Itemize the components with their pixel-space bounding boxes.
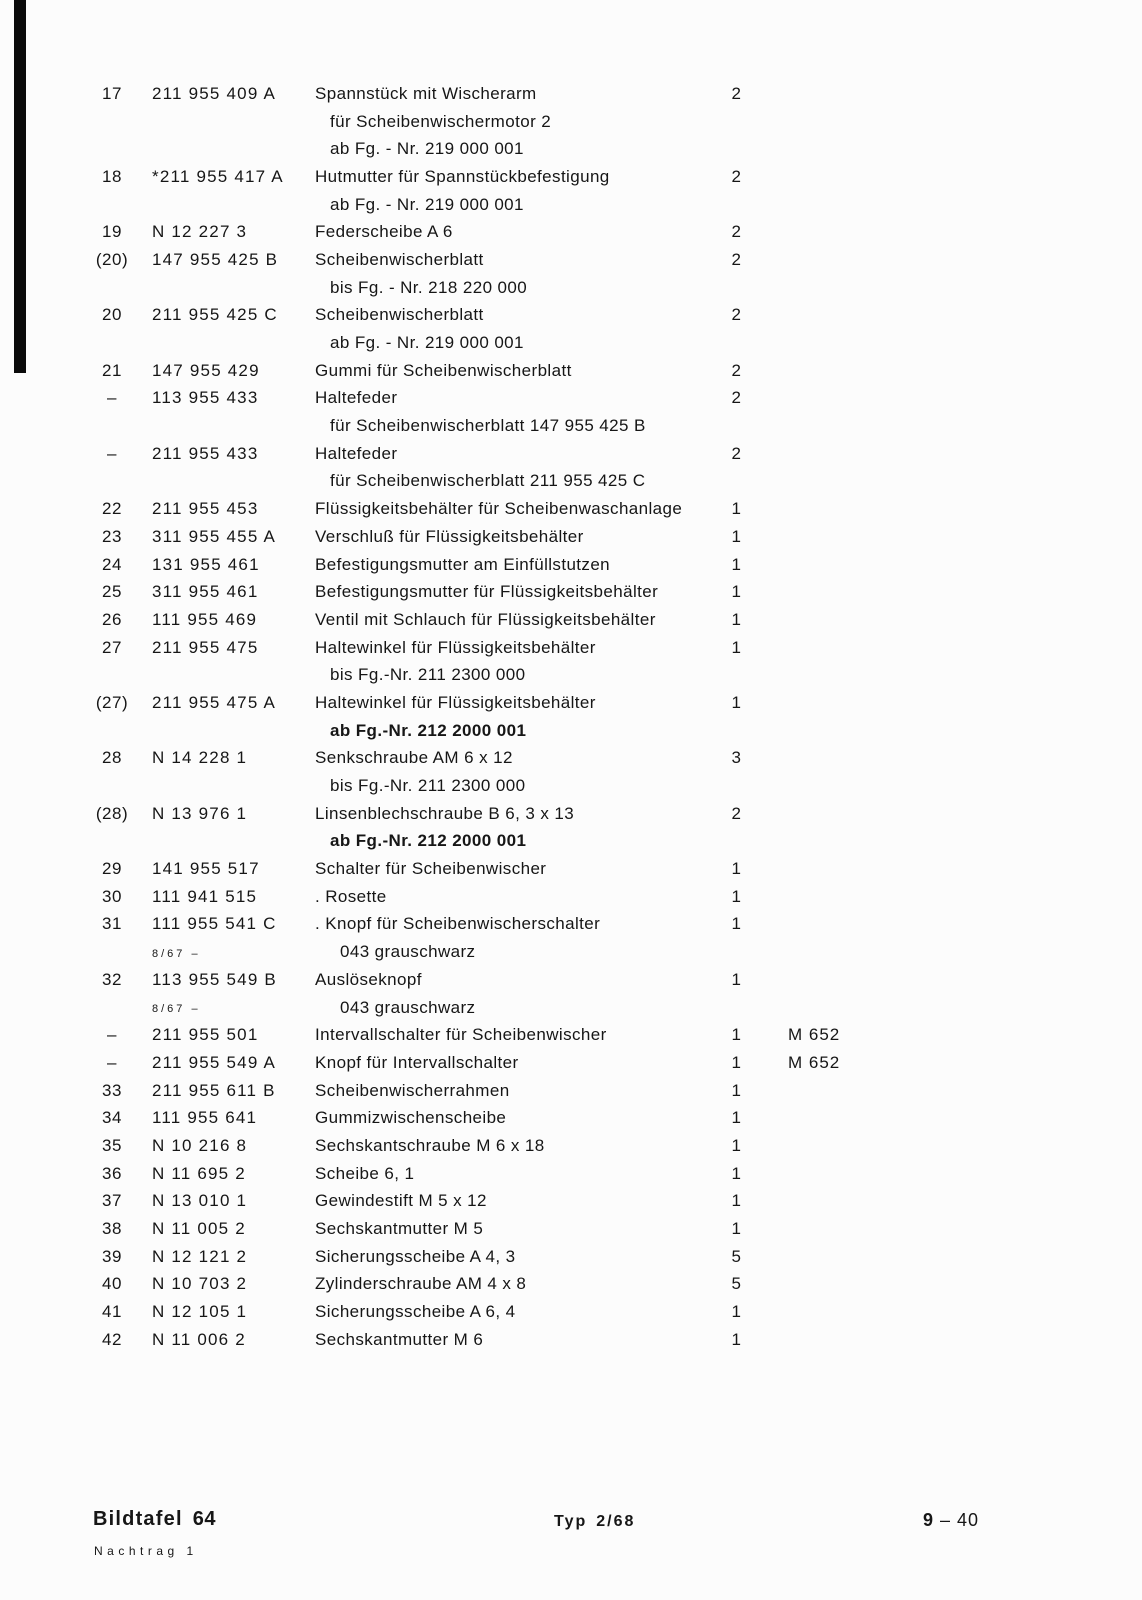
row-description: Zylinderschraube AM 4 x 8 [315,1274,527,1294]
row-remark: M 652 [788,1025,841,1045]
row-position: 29 [102,859,122,879]
row-description: Knopf für Intervallschalter [315,1052,519,1072]
row-part-number: 8/67 – [152,1003,201,1016]
row-quantity: 2 [731,222,741,242]
table-row [84,163,1142,191]
row-part-number: N 12 121 2 [152,1246,248,1266]
row-quantity: 5 [731,1246,741,1266]
table-row [84,329,1142,357]
row-position: 31 [102,914,122,934]
table-row [84,302,1142,330]
row-position: 41 [102,1302,122,1322]
row-description: Sechskantmutter M 6 [315,1329,484,1349]
row-quantity: 1 [731,1108,741,1128]
row-quantity: 1 [731,1080,741,1100]
table-row [84,828,1142,856]
table-row [84,994,1142,1022]
row-quantity: 1 [731,554,741,574]
row-part-number: 8/67 – [152,947,201,960]
table-row [84,717,1142,745]
row-description: 043 grauschwarz [340,942,476,962]
row-description: Hutmutter für Spannstückbefestigung [315,166,610,186]
row-quantity: 1 [731,637,741,657]
table-row [84,495,1142,523]
table-row [84,1049,1142,1077]
table-row [84,855,1142,883]
row-part-number: 147 955 425 B [152,249,279,269]
row-description: Haltewinkel für Flüssigkeitsbehälter [315,637,596,657]
row-description: Befestigungsmutter am Einfüllstutzen [315,554,611,574]
row-part-number: 211 955 425 C [152,305,278,325]
row-position: 39 [102,1246,122,1266]
row-part-number: 111 955 541 C [152,914,277,934]
row-description: Haltewinkel für Flüssigkeitsbehälter [315,692,596,712]
row-quantity: 1 [731,886,741,906]
row-description: ab Fg. - Nr. 219 000 001 [330,139,524,159]
row-quantity: 1 [731,859,741,879]
table-row [84,1188,1142,1216]
page-rest: – 40 [940,1510,980,1530]
row-part-number: N 11 005 2 [152,1219,246,1239]
row-description: Gummi für Scheibenwischerblatt [315,360,572,380]
row-part-number: N 14 228 1 [152,748,248,768]
row-description: für Scheibenwischerblatt 211 955 425 C [330,471,646,491]
type-label: Typ [554,1513,588,1530]
row-quantity: 1 [731,969,741,989]
row-description: Scheibenwischerblatt [315,249,484,269]
row-position: 23 [102,526,122,546]
table-row [84,689,1142,717]
row-quantity: 3 [731,748,741,768]
table-row [84,1271,1142,1299]
row-description: Gewindestift M 5 x 12 [315,1191,487,1211]
row-position: 32 [102,969,122,989]
row-position: 25 [102,582,122,602]
row-description: 043 grauschwarz [340,997,476,1017]
row-description: Scheibe 6, 1 [315,1163,415,1183]
row-quantity: 2 [731,360,741,380]
row-description: Befestigungsmutter für Flüssigkeitsbehälter [315,582,659,602]
row-part-number: 311 955 455 A [152,526,276,546]
row-part-number: 311 955 461 [152,582,259,602]
table-row [84,578,1142,606]
row-description: Linsenblechschraube B 6, 3 x 13 [315,803,575,823]
table-row [84,883,1142,911]
row-part-number: N 13 010 1 [152,1191,248,1211]
supplement-label: Nachtrag 1 [94,1544,198,1558]
row-quantity: 2 [731,166,741,186]
row-position: 27 [102,637,122,657]
row-description: Schalter für Scheibenwischer [315,859,547,879]
row-part-number: 147 955 429 [152,360,260,380]
row-description: Spannstück mit Wischerarm [315,83,537,103]
row-position: 38 [102,1219,122,1239]
table-row [84,745,1142,773]
table-row [84,468,1142,496]
row-part-number: N 12 105 1 [152,1302,248,1322]
table-row [84,1021,1142,1049]
row-position: 30 [102,886,122,906]
row-position: 40 [102,1274,122,1294]
table-row [84,1077,1142,1105]
row-part-number: *211 955 417 A [152,166,284,186]
row-part-number: 211 955 409 A [152,83,276,103]
row-remark: M 652 [788,1052,841,1072]
row-quantity: 1 [731,609,741,629]
row-position: – [107,1025,117,1045]
table-row [84,1104,1142,1132]
row-description: Gummizwischenscheibe [315,1108,507,1128]
table-row [84,551,1142,579]
row-part-number: 211 955 475 [152,637,259,657]
table-row [84,1326,1142,1354]
parts-table [0,80,1142,1354]
table-row [84,246,1142,274]
table-row [84,800,1142,828]
row-quantity: 1 [731,1219,741,1239]
row-part-number: N 12 227 3 [152,222,248,242]
row-description: Scheibenwischerrahmen [315,1080,510,1100]
row-description: Haltefeder [315,443,398,463]
row-description: Ventil mit Schlauch für Flüssigkeitsbehälter [315,609,656,629]
row-position: 36 [102,1163,122,1183]
row-quantity: 1 [731,526,741,546]
row-position: 35 [102,1135,122,1155]
row-quantity: 1 [731,1329,741,1349]
row-description: Sechskantmutter M 5 [315,1219,484,1239]
row-part-number: 131 955 461 [152,554,260,574]
table-row [84,938,1142,966]
table-row [84,357,1142,385]
row-position: 19 [102,222,122,242]
row-part-number: 141 955 517 [152,859,260,879]
row-description: ab Fg. - Nr. 219 000 001 [330,333,524,353]
row-description: Haltefeder [315,388,398,408]
row-quantity: 1 [731,1135,741,1155]
row-part-number: 211 955 475 A [152,692,276,712]
table-row [84,135,1142,163]
row-position: (28) [95,803,129,823]
row-description: für Scheibenwischermotor 2 [330,111,552,131]
row-position: (27) [95,692,129,712]
row-part-number: N 13 976 1 [152,803,248,823]
row-quantity: 1 [731,692,741,712]
row-description: Scheibenwischerblatt [315,305,484,325]
type-value: 2/68 [596,1513,636,1530]
row-quantity: 2 [731,83,741,103]
row-part-number: 211 955 501 [152,1025,259,1045]
row-quantity: 1 [731,499,741,519]
row-quantity: 1 [731,1025,741,1045]
plate-number: 64 [192,1508,216,1530]
table-row [84,966,1142,994]
row-description: Auslöseknopf [315,969,422,989]
page-section: 9 [923,1510,935,1530]
row-quantity: 5 [731,1274,741,1294]
table-row [84,1215,1142,1243]
row-position: 28 [102,748,122,768]
row-position: 24 [102,554,122,574]
row-description: . Rosette [315,886,387,906]
table-row [84,1298,1142,1326]
row-quantity: 1 [731,1163,741,1183]
row-part-number: 111 941 515 [152,886,258,906]
row-part-number: N 10 703 2 [152,1274,248,1294]
table-row [84,218,1142,246]
table-row [84,191,1142,219]
row-description: Sechskantschraube M 6 x 18 [315,1135,545,1155]
table-row [84,1160,1142,1188]
row-quantity: 2 [731,305,741,325]
row-description: bis Fg. - Nr. 218 220 000 [330,277,528,297]
row-description: . Knopf für Scheibenwischerschalter [315,914,601,934]
row-position: – [107,1052,117,1072]
row-quantity: 1 [731,914,741,934]
row-position: 34 [102,1108,122,1128]
row-quantity: 2 [731,249,741,269]
row-position: 17 [102,83,122,103]
page-number [923,1510,979,1531]
type-designation [554,1513,635,1531]
row-description: Verschluß für Flüssigkeitsbehälter [315,526,584,546]
row-description: Federscheibe A 6 [315,222,453,242]
table-row [84,523,1142,551]
row-position: 26 [102,609,122,629]
row-description: für Scheibenwischerblatt 147 955 425 B [330,416,646,436]
row-part-number: 211 955 611 B [152,1080,276,1100]
row-description: bis Fg.-Nr. 211 2300 000 [330,665,526,685]
table-row [84,80,1142,108]
table-row [84,661,1142,689]
table-row [84,274,1142,302]
row-part-number: 113 955 549 B [152,969,277,989]
row-position: (20) [95,249,129,269]
row-quantity: 2 [731,443,741,463]
plate-label: Bildtafel [93,1508,183,1530]
row-position: 21 [102,360,122,380]
table-row [84,606,1142,634]
row-part-number: 113 955 433 [152,388,259,408]
row-part-number: N 11 006 2 [152,1329,246,1349]
row-position: 37 [102,1191,122,1211]
row-position: – [107,388,117,408]
row-position: 20 [102,305,122,325]
row-part-number: N 11 695 2 [152,1163,246,1183]
table-row [84,108,1142,136]
row-quantity: 2 [731,803,741,823]
row-position: 42 [102,1329,122,1349]
row-description: Senkschraube AM 6 x 12 [315,748,513,768]
row-description: ab Fg.-Nr. 212 2000 001 [330,831,527,851]
row-part-number: 111 955 469 [152,609,258,629]
table-row [84,440,1142,468]
table-row [84,634,1142,662]
row-position: – [107,443,117,463]
row-position: 18 [102,166,122,186]
row-quantity: 1 [731,1052,741,1072]
row-description: Flüssigkeitsbehälter für Scheibenwaschanlage [315,499,683,519]
row-description: bis Fg.-Nr. 211 2300 000 [330,776,526,796]
row-quantity: 1 [731,1302,741,1322]
row-quantity: 2 [731,388,741,408]
row-quantity: 1 [731,1191,741,1211]
row-part-number: N 10 216 8 [152,1135,248,1155]
row-position: 33 [102,1080,122,1100]
plate-title [93,1508,216,1531]
row-part-number: 211 955 549 A [152,1052,276,1072]
row-description: Intervallschalter für Scheibenwischer [315,1025,607,1045]
row-part-number: 211 955 453 [152,499,259,519]
table-row [84,1243,1142,1271]
table-row [84,385,1142,413]
row-description: Sicherungsscheibe A 6, 4 [315,1302,516,1322]
table-row [84,911,1142,939]
row-position: 22 [102,499,122,519]
row-description: ab Fg.-Nr. 212 2000 001 [330,720,527,740]
row-part-number: 211 955 433 [152,443,259,463]
row-description: Sicherungsscheibe A 4, 3 [315,1246,516,1266]
table-row [84,772,1142,800]
table-row [84,412,1142,440]
table-row [84,1132,1142,1160]
row-quantity: 1 [731,582,741,602]
row-description: ab Fg. - Nr. 219 000 001 [330,194,524,214]
row-part-number: 111 955 641 [152,1108,258,1128]
